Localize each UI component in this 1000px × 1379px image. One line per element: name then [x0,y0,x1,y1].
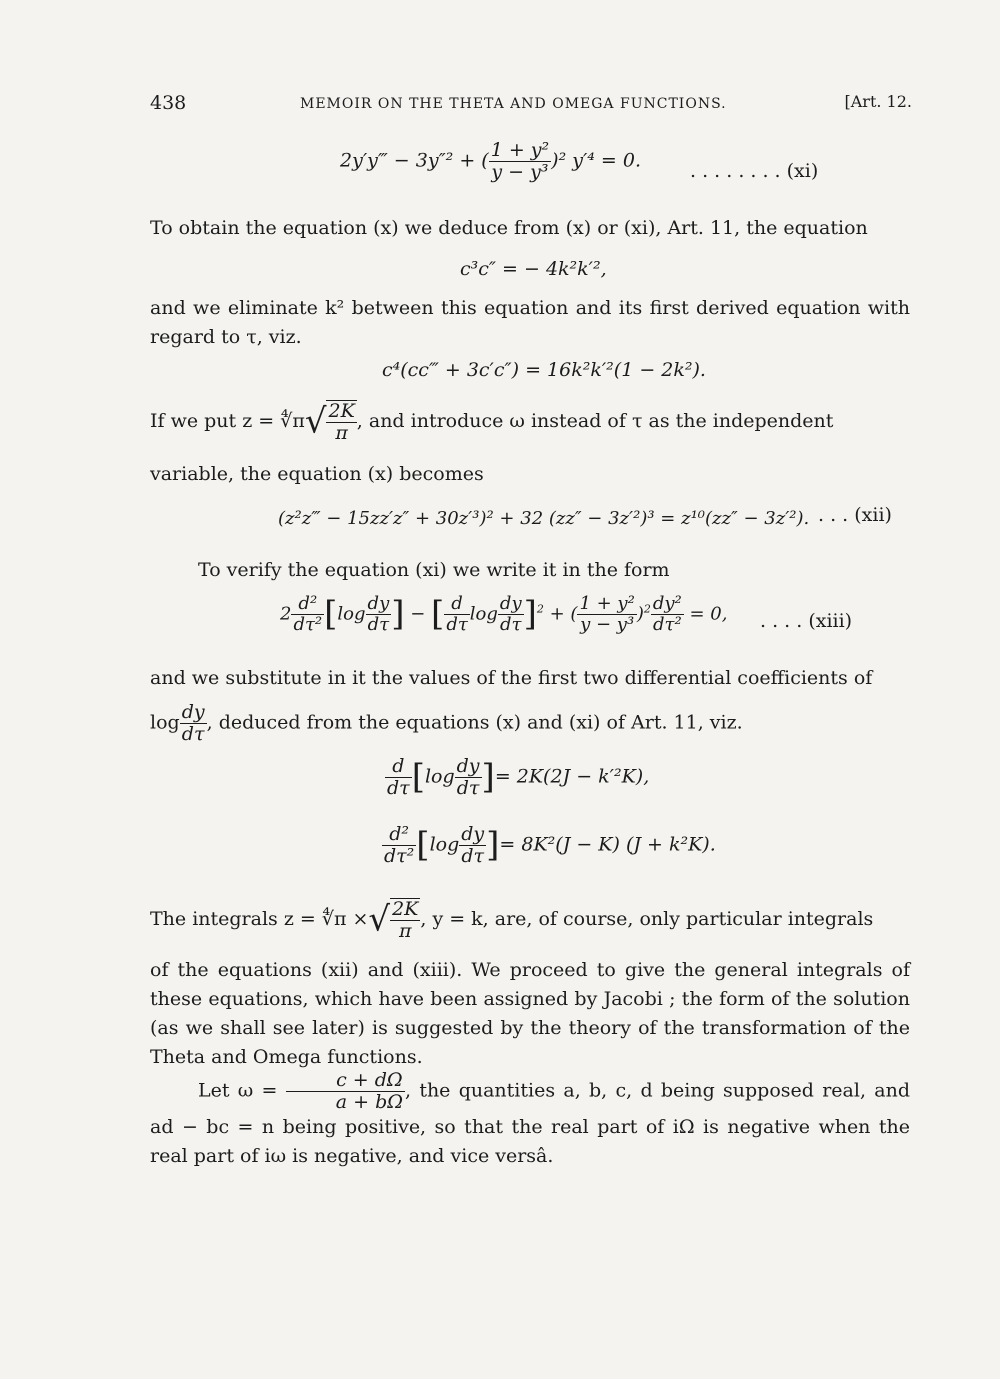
omega-denominator: a + bΩ [286,1091,405,1113]
equation-xi [340,140,641,183]
equation-xiii-label: . . . . (xiii) [760,610,853,632]
equation-xi-label: . . . . . . . . (xi) [690,160,819,182]
let-omega-post: , the quantities a, b, c, d being supposed real, and ad − bc = n being positive, so that the real part of iΩ is negative when the real part of iω is negative, and vice versâ. [150,1079,910,1167]
let-omega-text: Let ω = [198,1079,278,1102]
running-head: MEMOIR ON THE THETA AND OMEGA FUNCTIONS. [300,96,727,112]
equation-xiii: 2 $\frac{\text{d²}}{\text{dτ²}}$ [log $\frac{dy}{d\tau}$ ] − [ $\frac{d}{d\tau}$ log $\frac{dy}{d\tau}$ ]$^2$ + ( $\frac{\text{1 + y²}}{\text{y − y³}}$ )$^2$ $\frac{\text{dy²}}{\text{dτ²}}$ = 0, [280,593,728,635]
sqrt-2k-over-pi-2 [368,898,420,942]
equation-c4: c⁴(cc‴ + 3c′c″) = 16k²k′²(1 − 2k²). [382,359,706,381]
paragraph-substitute: and we substitute in it the values of the first two differential coefficients of [150,667,873,689]
integrals-post: , y = k, are, of course, only particular integrals [420,907,874,930]
deduced-text: deduced from the equations (x) and (xi) of Art. 11, viz. [218,711,743,734]
paragraph-log-dy: log $\frac{dy}{d\tau}$ , deduced from the equations (x) and (xi) of Art. 11, viz. [150,701,743,745]
root-denominator: π [326,422,356,444]
root-numerator: 2K [328,400,355,422]
paragraph-verify: To verify the equation (xi) we write it in the form [198,559,670,581]
equation-xi-rhs: )² y′⁴ = 0. [551,149,642,172]
radical-sign-icon: √ [304,401,327,442]
article-reference: [Art. 12. [844,92,912,111]
sqrt-2k-over-pi [305,400,357,444]
paragraph-obtain: To obtain the equation (x) we deduce from (x) or (xi), Art. 11, the equation [150,217,868,239]
page-number: 438 [150,92,187,114]
equation-xi-fraction [489,140,551,183]
paragraph-eliminate: and we eliminate k² between this equation and its first derived equation with regard to τ, viz. [150,297,910,348]
radical-sign-icon: √ [368,899,391,940]
put-z-post: , and introduce ω instead of τ as the independent [356,409,834,432]
equation-d2: $\frac{\text{d²}}{\text{dτ²}}$ [log $\frac{dy}{d\tau}$ ]= 8K²(J − K) (J + k²K). [384,823,716,867]
page-header [150,92,912,120]
equation-xi-lhs: 2y′y‴ − 3y″² + ( [340,149,489,172]
root-denominator: π [390,920,420,942]
equation-c3c: c³c″ = − 4k²k′², [460,258,607,280]
fraction-denominator: y − y³ [489,161,551,183]
paragraph-variable: variable, the equation (x) becomes [150,463,484,485]
equation-d1-rhs: = 2K(2J − k′²K), [494,765,650,788]
equation-xii-label: . . . (xii) [818,504,892,526]
paragraph-integrals [150,898,910,942]
equation-d1: $\frac{d}{d\tau}$ [log $\frac{dy}{d\tau}$ ]= 2K(2J − k′²K), [387,755,650,799]
fraction-numerator: 1 + y² [490,139,550,161]
paragraph-let-omega [150,1070,910,1171]
equation-d2-rhs: = 8K²(J − K) (J + k²K). [499,833,716,856]
omega-fraction [286,1070,405,1113]
paragraph-put-z [150,400,910,444]
omega-numerator: c + dΩ [336,1069,403,1091]
put-z-text: If we put z = ∜π [150,409,305,432]
paragraph-general: of the equations (xii) and (xiii). We proceed to give the general integrals of these equations, which have been assigned by Jacobi ; the form of the solution (as we shall see later) is suggested by the theory of the transformation of the Theta and Omega functions. [150,959,910,1068]
root-numerator: 2K [392,898,419,920]
equation-xii: (z²z‴ − 15zz′z″ + 30z′³)² + 32 (zz″ − 3z′²)³ = z¹⁰(zz″ − 3z′²). [278,508,810,529]
integrals-text: The integrals z = ∜π × [150,907,369,930]
